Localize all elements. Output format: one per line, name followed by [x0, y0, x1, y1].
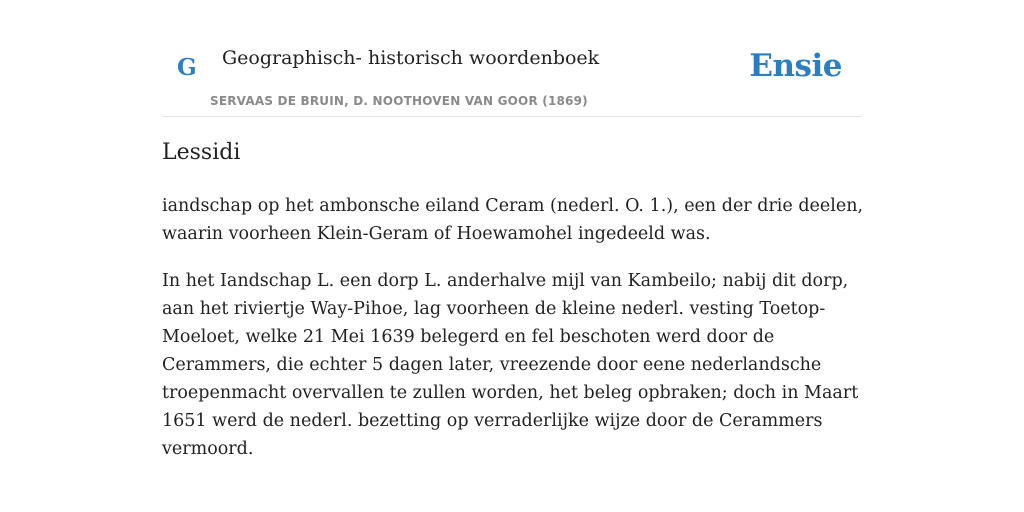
entry-title: Lessidi — [162, 140, 241, 165]
entry-content — [162, 192, 868, 482]
dictionary-authors: SERVAAS DE BRUIN, D. NOOTHOVEN VAN GOOR (1869) — [210, 94, 588, 108]
ensie-logo-link[interactable]: Ensie — [749, 48, 842, 84]
entry-paragraph: iandschap op het ambonsche eiland Ceram (nederl. O. 1.), een der drie deelen, waarin voorheen Klein-Geram of Hoewamohel ingedeeld was. — [162, 196, 864, 244]
dictionary-logo[interactable]: G — [177, 54, 197, 81]
dictionary-title-link[interactable]: Geographisch- historisch woordenboek — [222, 47, 600, 69]
dictionary-header — [162, 30, 862, 117]
entry-paragraph: In het Iandschap L. een dorp L. anderhalve mijl van Kambeilo; nabij dit dorp, aan het riviertje Way-Pihoe, lag voorheen de kleine nederl. vesting Toetop-Moeloet, welke 21 Mei 1639 belegerd en fel beschoten werd door de Cerammers, die echter 5 dagen later, vreezende door eene nederlandsche troepenmacht overvallen te zullen worden, het beleg opbraken; doch in Maart 1651 werd de nederl. bezetting op verraderlijke wijze door de Cerammers vermoord. — [162, 271, 859, 459]
